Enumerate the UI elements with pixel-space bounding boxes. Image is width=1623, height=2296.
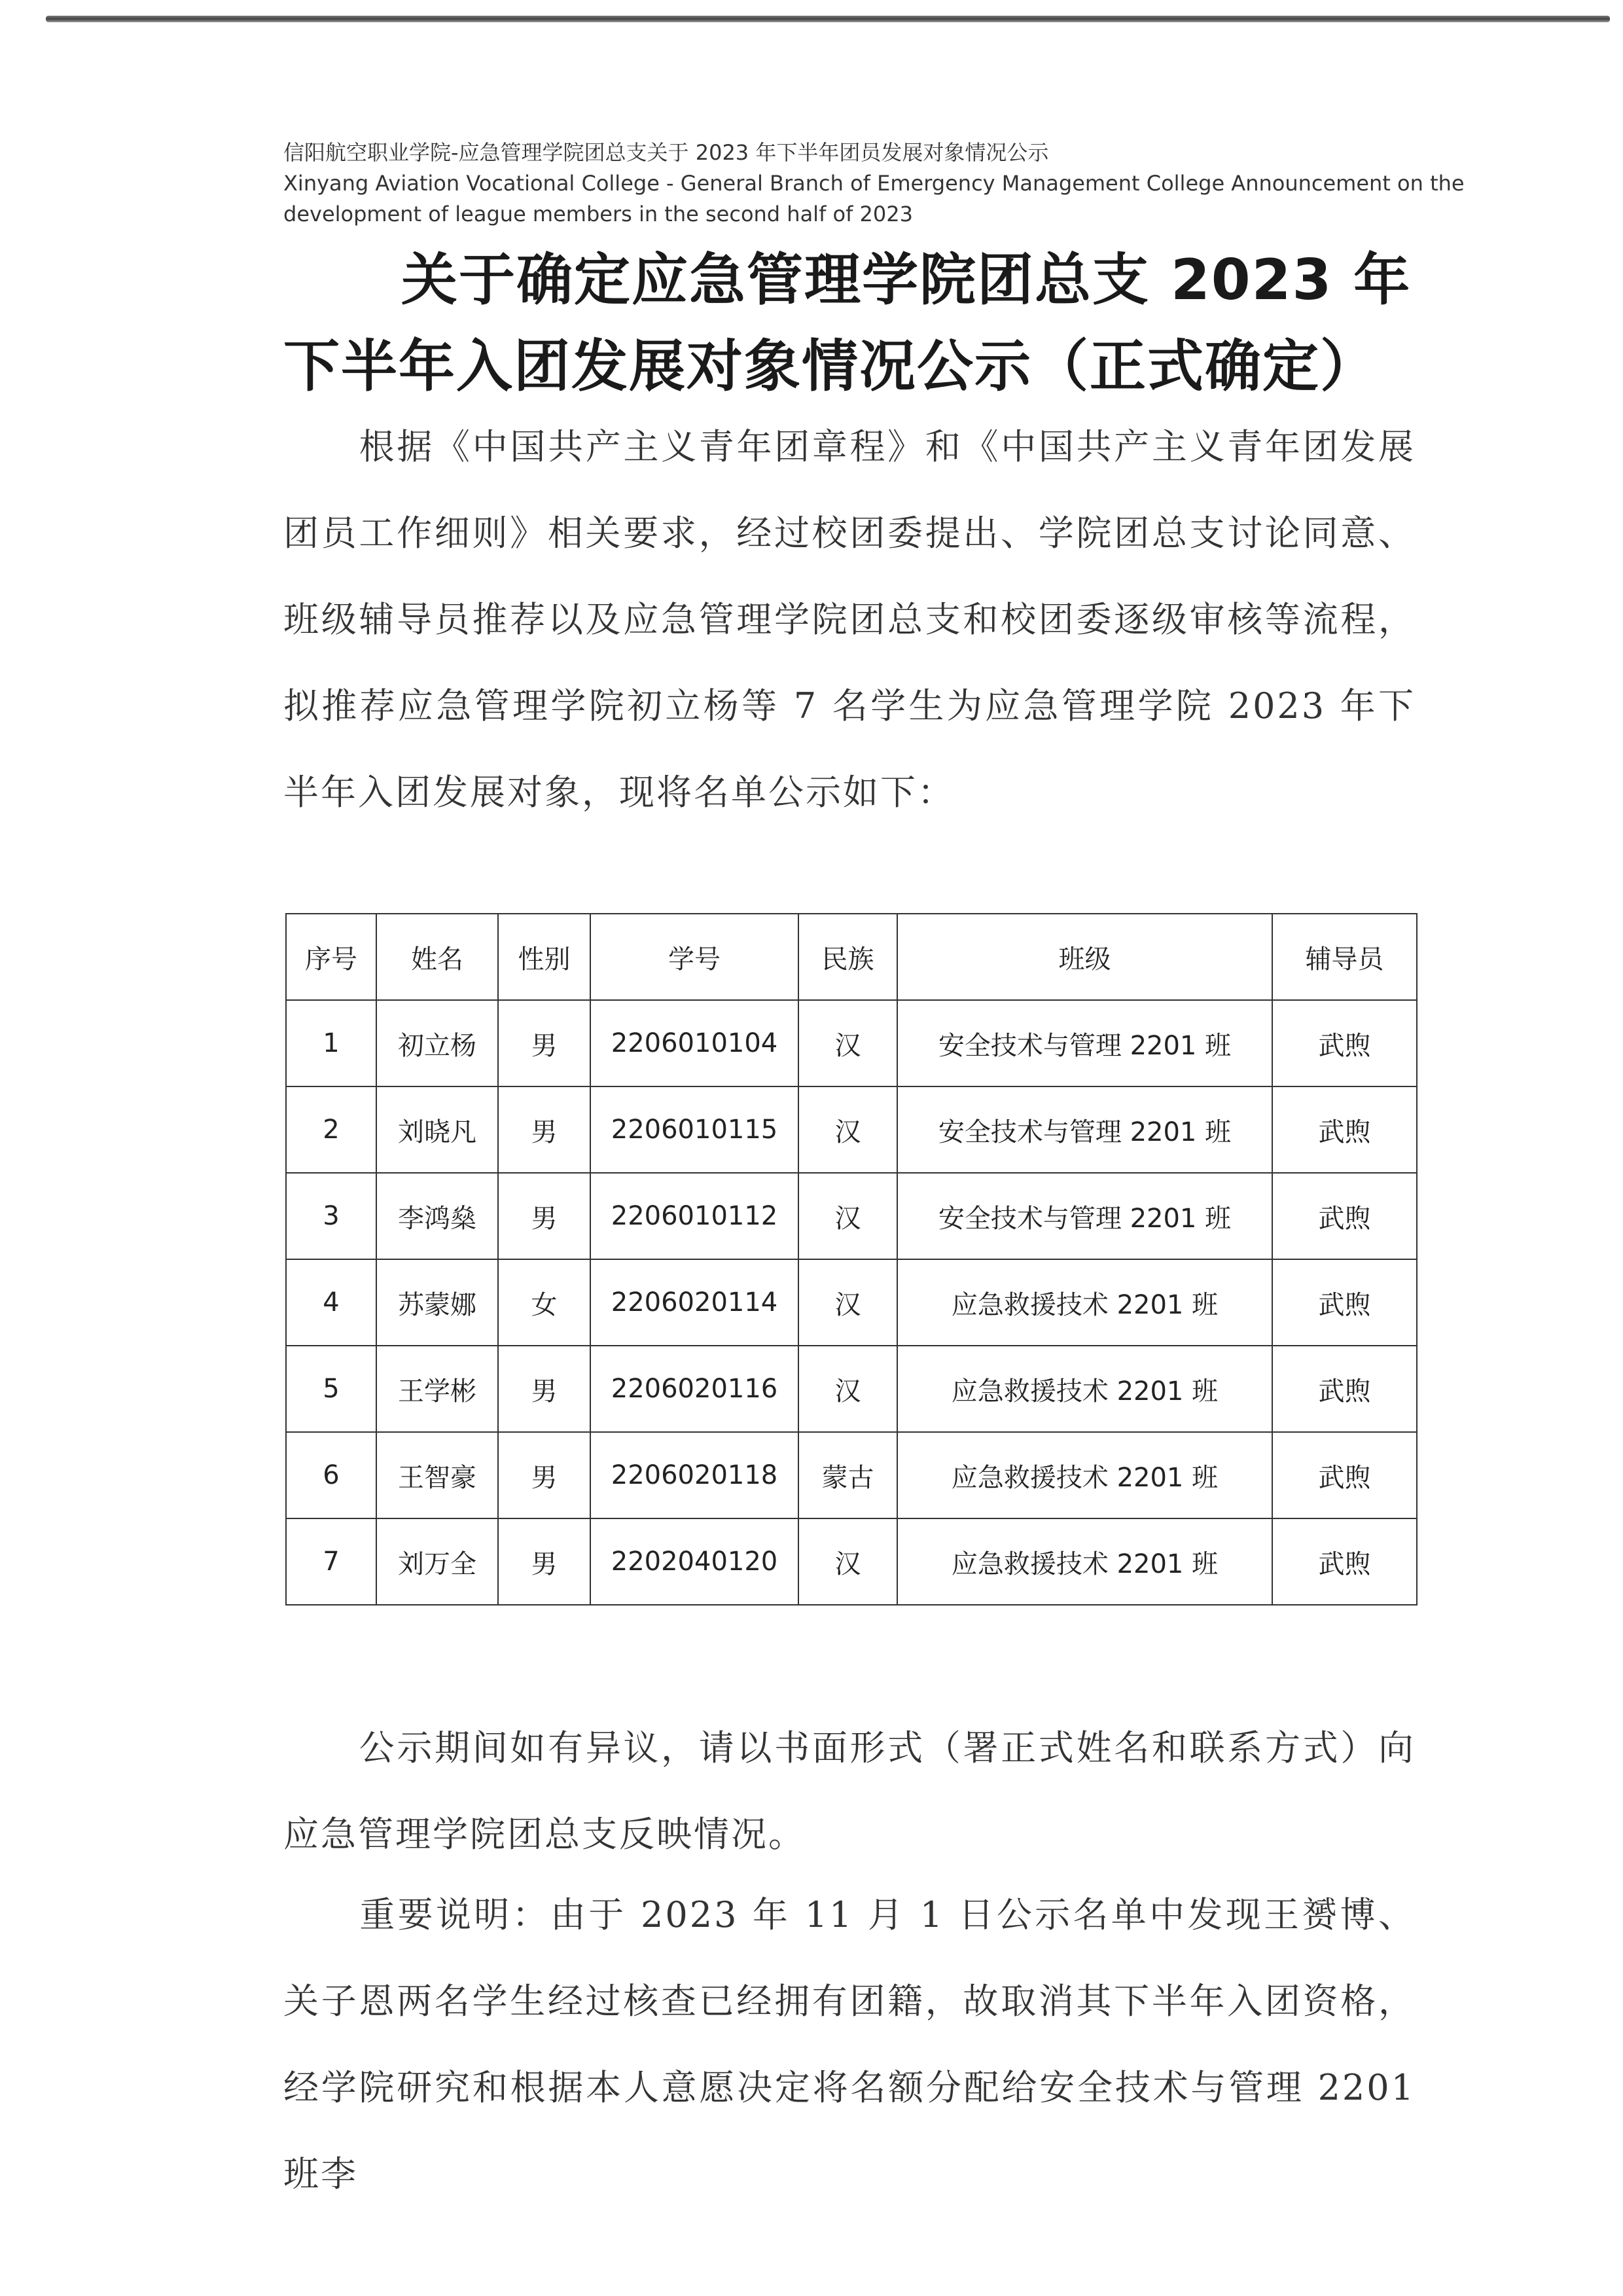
header-class: 班级 bbox=[897, 914, 1272, 1000]
cell-class: 安全技术与管理 2201 班 bbox=[897, 1000, 1272, 1086]
cell-gender: 男 bbox=[498, 1346, 590, 1432]
table-row bbox=[286, 1346, 1417, 1432]
cell-no: 7 bbox=[286, 1518, 376, 1605]
header-counselor: 辅导员 bbox=[1272, 914, 1417, 1000]
table-row bbox=[286, 1432, 1417, 1518]
cell-counselor: 武煦 bbox=[1272, 1000, 1417, 1086]
cell-no: 6 bbox=[286, 1432, 376, 1518]
cell-class: 应急救援技术 2201 班 bbox=[897, 1259, 1272, 1346]
cell-gender: 男 bbox=[498, 1086, 590, 1173]
cell-name: 刘晓凡 bbox=[376, 1086, 498, 1173]
table-row bbox=[286, 1086, 1417, 1173]
table-row bbox=[286, 1259, 1417, 1346]
cell-no: 2 bbox=[286, 1086, 376, 1173]
cell-class: 安全技术与管理 2201 班 bbox=[897, 1173, 1272, 1259]
intro-text: 根据《中国共产主义青年团章程》和《中国共产主义青年团发展团员工作细则》相关要求，经过校团委提出、学院团总支讨论同意、班级辅导员推荐以及应急管理学院团总支和校团委逐级审核等流程，拟推荐应急管理学院初立杨等 7 名学生为应急管理学院 2023 年下半年入团发展对象，现将名单公示如下： bbox=[283, 426, 1416, 813]
document-title bbox=[283, 237, 1412, 410]
cell-class: 应急救援技术 2201 班 bbox=[897, 1518, 1272, 1605]
important-note-text: 重要说明：由于 2023 年 11 月 1 日公示名单中发现王赟博、关子恩两名学生经过核查已经拥有团籍，故取消其下半年入团资格，经学院研究和根据本人意愿决定将名额分配给安全技术与管理 2201 班李 bbox=[283, 1894, 1416, 2195]
cell-gender: 男 bbox=[498, 1518, 590, 1605]
cell-gender: 女 bbox=[498, 1259, 590, 1346]
cell-ethnicity: 汉 bbox=[798, 1086, 897, 1173]
header-name: 姓名 bbox=[376, 914, 498, 1000]
cell-student-id: 2206020114 bbox=[590, 1259, 798, 1346]
cell-name: 初立杨 bbox=[376, 1000, 498, 1086]
cell-ethnicity: 汉 bbox=[798, 1259, 897, 1346]
cell-student-id: 2206010104 bbox=[590, 1000, 798, 1086]
intro-paragraph bbox=[283, 404, 1416, 836]
cell-ethnicity: 蒙古 bbox=[798, 1432, 897, 1518]
cell-student-id: 2206020118 bbox=[590, 1432, 798, 1518]
cell-ethnicity: 汉 bbox=[798, 1173, 897, 1259]
cell-ethnicity: 汉 bbox=[798, 1518, 897, 1605]
cell-gender: 男 bbox=[498, 1173, 590, 1259]
title-line2: 下半年入团发展对象情况公示（正式确定） bbox=[283, 334, 1378, 399]
header-student-id: 学号 bbox=[590, 914, 798, 1000]
table-header-row bbox=[286, 914, 1417, 1000]
objection-paragraph bbox=[283, 1705, 1416, 1878]
cell-no: 1 bbox=[286, 1000, 376, 1086]
scan-edge-line bbox=[46, 16, 1610, 22]
cell-no: 4 bbox=[286, 1259, 376, 1346]
important-note-paragraph bbox=[283, 1872, 1416, 2217]
cell-name: 刘万全 bbox=[376, 1518, 498, 1605]
cell-counselor: 武煦 bbox=[1272, 1518, 1417, 1605]
cell-ethnicity: 汉 bbox=[798, 1000, 897, 1086]
cell-student-id: 2206010112 bbox=[590, 1173, 798, 1259]
cell-student-id: 2202040120 bbox=[590, 1518, 798, 1605]
cell-class: 应急救援技术 2201 班 bbox=[897, 1346, 1272, 1432]
cell-class: 安全技术与管理 2201 班 bbox=[897, 1086, 1272, 1173]
cell-no: 5 bbox=[286, 1346, 376, 1432]
header-gender: 性别 bbox=[498, 914, 590, 1000]
cell-name: 王学彬 bbox=[376, 1346, 498, 1432]
document-header bbox=[283, 137, 1465, 230]
cell-counselor: 武煦 bbox=[1272, 1432, 1417, 1518]
cell-counselor: 武煦 bbox=[1272, 1173, 1417, 1259]
cell-ethnicity: 汉 bbox=[798, 1346, 897, 1432]
cell-counselor: 武煦 bbox=[1272, 1346, 1417, 1432]
header-chinese: 信阳航空职业学院-应急管理学院团总支关于 2023 年下半年团员发展对象情况公示 bbox=[283, 140, 1049, 165]
cell-student-id: 2206020116 bbox=[590, 1346, 798, 1432]
cell-counselor: 武煦 bbox=[1272, 1259, 1417, 1346]
table-row bbox=[286, 1518, 1417, 1605]
cell-gender: 男 bbox=[498, 1000, 590, 1086]
cell-student-id: 2206010115 bbox=[590, 1086, 798, 1173]
cell-name: 王智豪 bbox=[376, 1432, 498, 1518]
cell-name: 李鸿燊 bbox=[376, 1173, 498, 1259]
cell-gender: 男 bbox=[498, 1432, 590, 1518]
table-row bbox=[286, 1000, 1417, 1086]
objection-text: 公示期间如有异议，请以书面形式（署正式姓名和联系方式）向应急管理学院团总支反映情况。 bbox=[283, 1727, 1416, 1855]
header-ethnicity: 民族 bbox=[798, 914, 897, 1000]
cell-name: 苏蒙娜 bbox=[376, 1259, 498, 1346]
cell-no: 3 bbox=[286, 1173, 376, 1259]
candidate-table bbox=[285, 913, 1418, 1605]
header-english-line1: Xinyang Aviation Vocational College - General Branch of Emergency Management College Announcement on the bbox=[283, 171, 1465, 196]
cell-counselor: 武煦 bbox=[1272, 1086, 1417, 1173]
title-line1: 关于确定应急管理学院团总支 2023 年 bbox=[401, 247, 1412, 313]
header-no: 序号 bbox=[286, 914, 376, 1000]
table-row bbox=[286, 1173, 1417, 1259]
cell-class: 应急救援技术 2201 班 bbox=[897, 1432, 1272, 1518]
header-english-line2: development of league members in the second half of 2023 bbox=[283, 202, 913, 226]
